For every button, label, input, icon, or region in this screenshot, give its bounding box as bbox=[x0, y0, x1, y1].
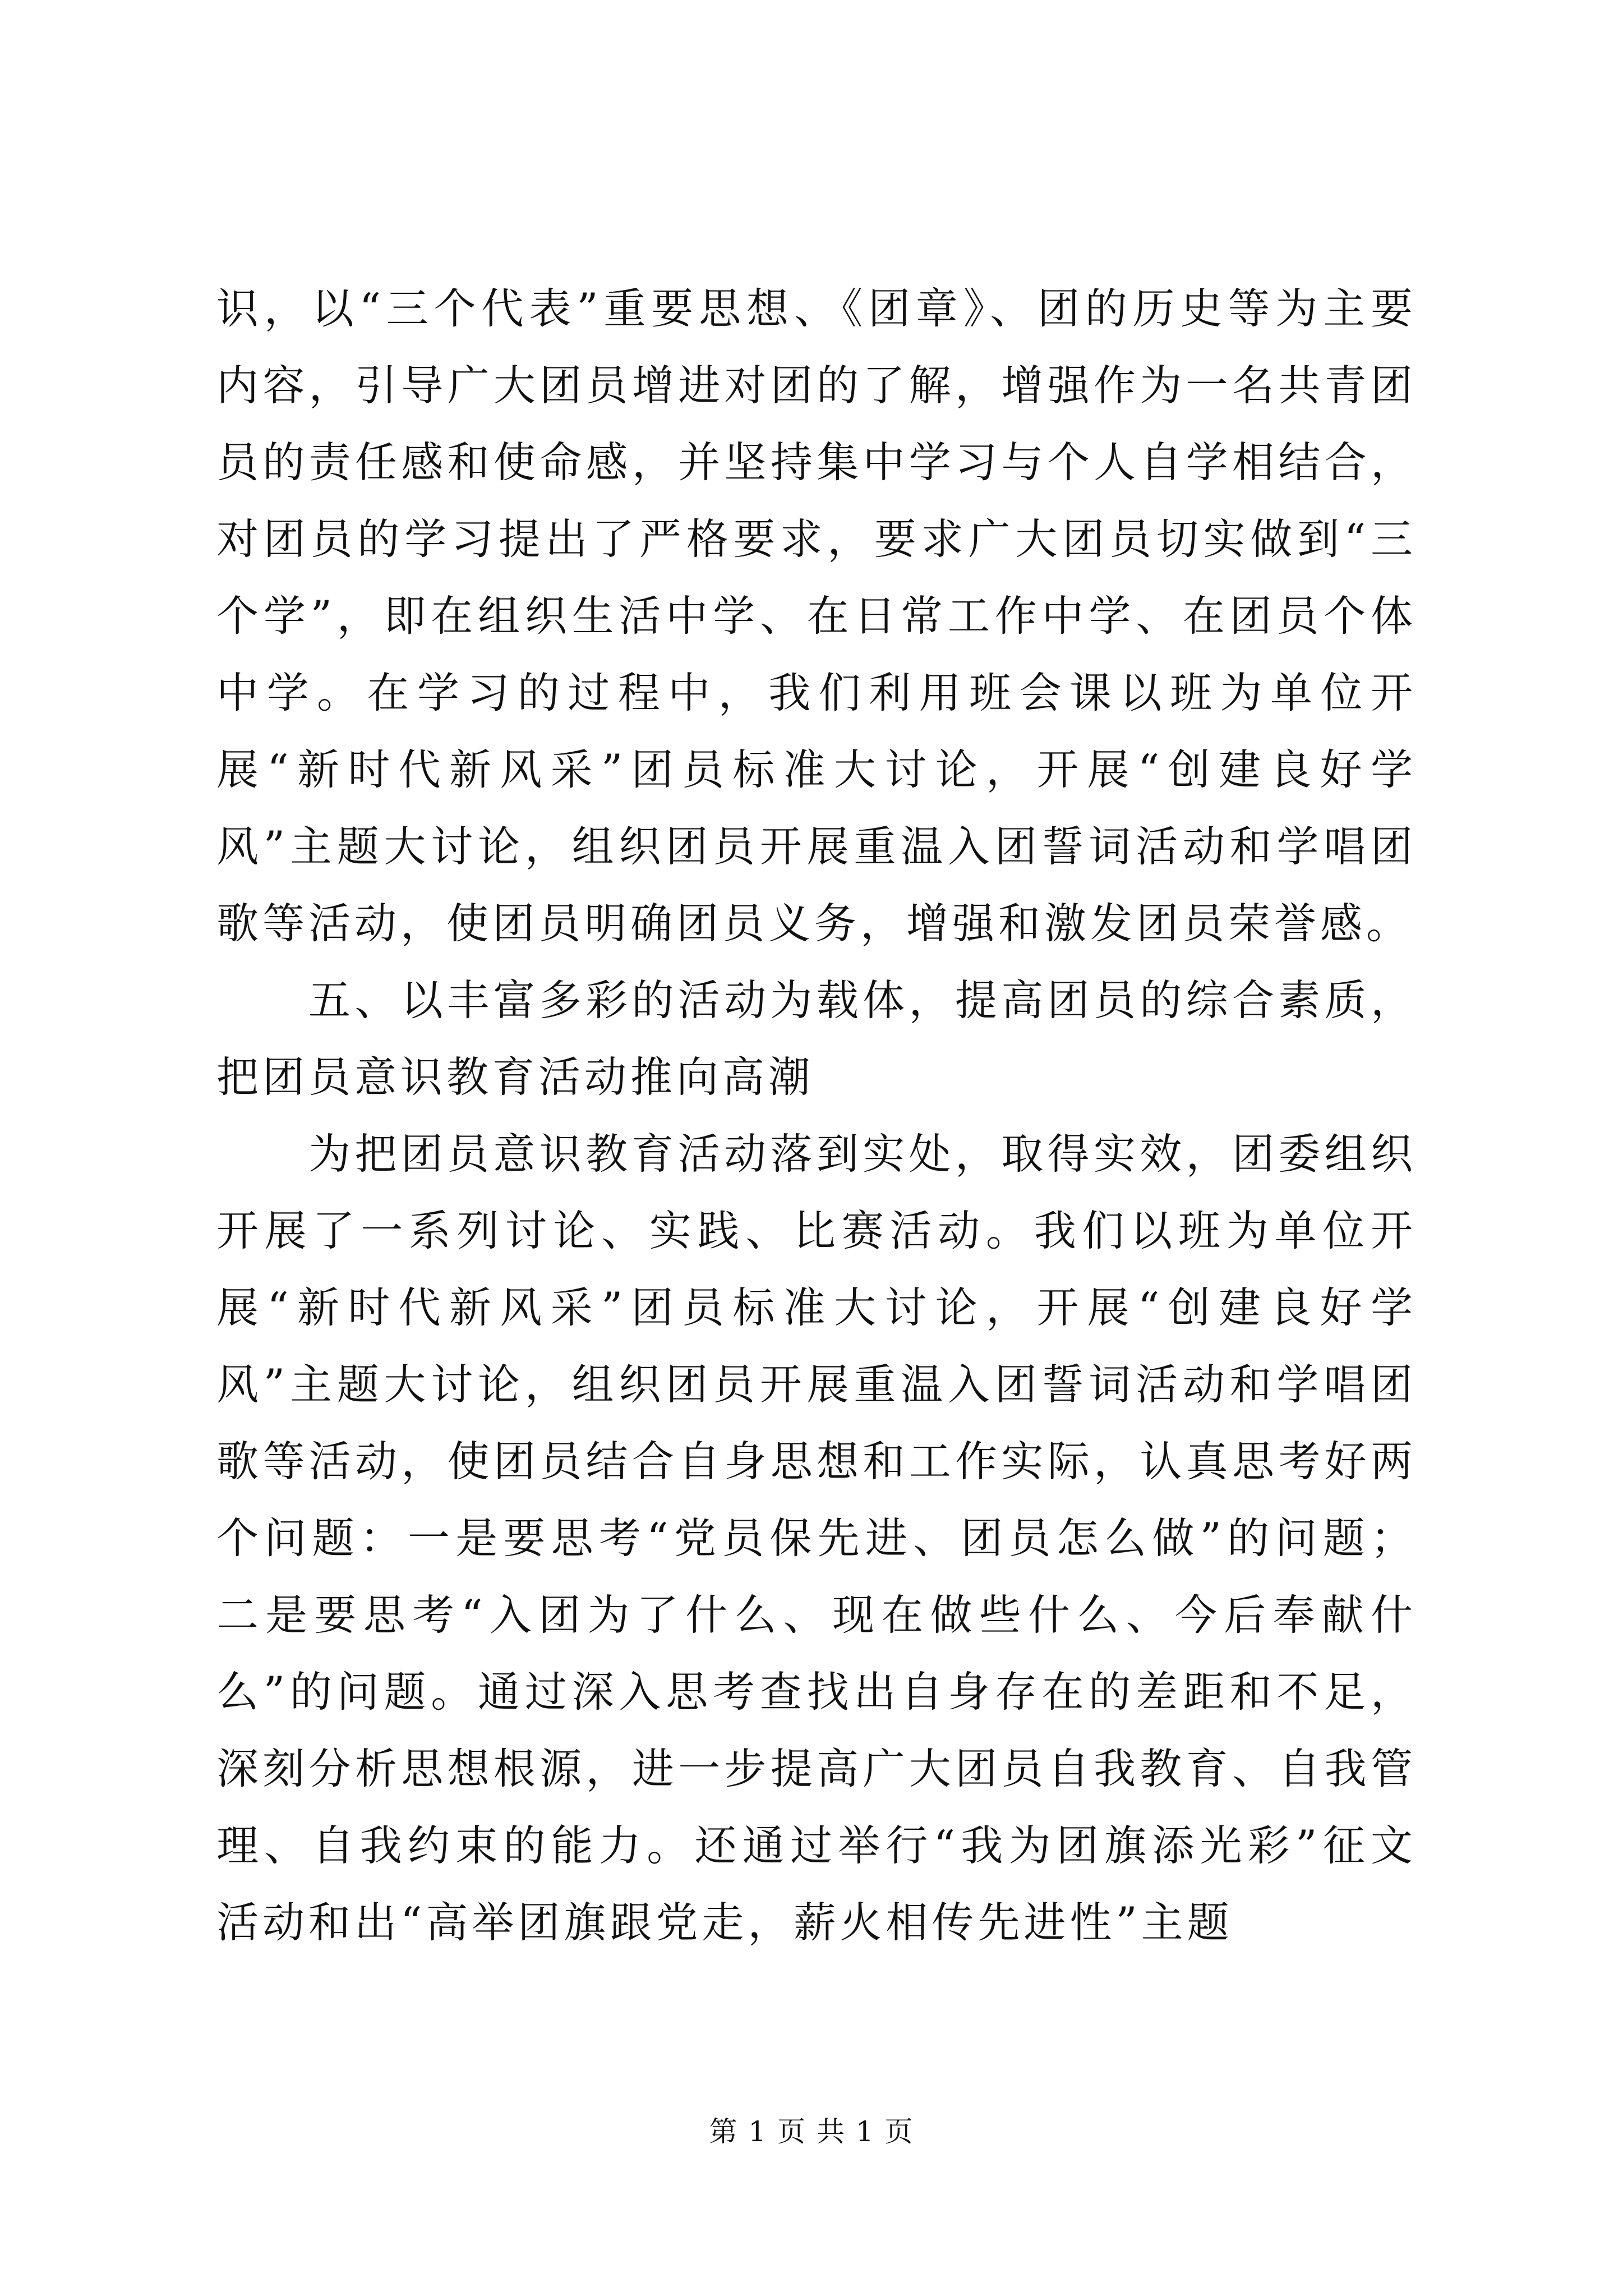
paragraph-activities: 为把团员意识教育活动落到实处，取得实效，团委组织开展了一系列讨论、实践、比赛活动。我们以班为单位开展“新时代新风采”团员标准大讨论，开展“创建良好学风”主题大讨论，组织团员开展重温入团誓词活动和学唱团歌等活动，使团员结合自身思想和工作实际，认真思考好两个问题：一是要思考“党员保先进、团员怎么做”的问题；二是要思考“入团为了什么、现在做些什么、今后奉献什么”的问题。通过深入思考查找出自身存在的差距和不足，深刻分析思想根源，进一步提高广大团员自我教育、自我管理、自我约束的能力。还通过举行“我为团旗添光彩”征文活动和出“高举团旗跟党走，薪火相传先进性”主题 bbox=[216, 1129, 1417, 1947]
paragraph-continuation: 识，以“三个代表”重要思想、《团章》、团的历史等为主要内容，引导广大团员增进对团的了解，增强作为一名共青团员的责任感和使命感，并坚持集中学习与个人自学相结合，对团员的学习提出了严格要求，要求广大团员切实做到“三个学”，即在组织生活中学、在日常工作中学、在团员个体中学。在学习的过程中，我们利用班会课以班为单位开展“新时代新风采”团员标准大讨论，开展“创建良好学风”主题大讨论，组织团员开展重温入团誓词活动和学唱团歌等活动，使团员明确团员义务，增强和激发团员荣誉感。 bbox=[216, 284, 1417, 948]
document-body bbox=[216, 270, 1417, 1961]
section-heading-five: 五、以丰富多彩的活动为载体，提高团员的综合素质，把团员意识教育活动推向高潮 bbox=[216, 976, 1417, 1102]
page-footer: 第 1 页 共 1 页 bbox=[709, 2115, 914, 2148]
